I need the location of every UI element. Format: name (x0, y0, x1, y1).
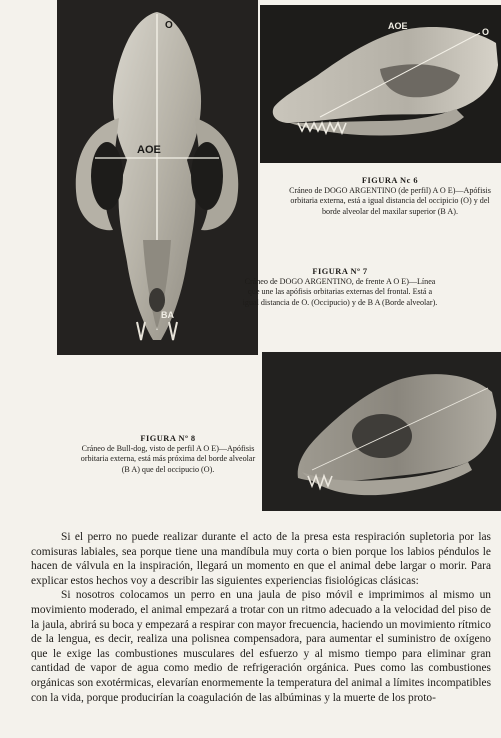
figure-6-title: FIGURA Nc 6 (361, 176, 419, 185)
photo-label-o: O (165, 20, 173, 31)
figure-8-text: Cráneo de Bull-dog, visto de perfil A O E)—Apófisis orbitaria externa, está más próxima del borde alveolar (B A) que del occipucio (O). (80, 444, 256, 474)
figure-8-caption (76, 434, 260, 475)
body-text (31, 530, 491, 705)
photo-label-aoe: AOE (137, 144, 161, 156)
skull-side-photo (260, 5, 501, 163)
skull-front-photo (57, 0, 258, 355)
paragraph: Si el perro no puede realizar durante el acto de la presa esta respiración supletoria por las comisuras labiales, sea porque tiene una mandíbula muy corta o bien porque los labios péndulos le hacen de válvula en la inspiración, llegará un momento en que el animal debe largar o morir. Para explicar estos hechos voy a describir las siguientes experiencias fisiológicas clásicas: (31, 531, 491, 587)
photo-label-aoe: AOE (388, 21, 408, 31)
figure-7-text: Cráneo de DOGO ARGENTINO, de frente A O E)—Línea que une las apófisis orbitarias externas del frontal. Está a igual distancia de O. (Occipucio) y de B A (Borde alveolar). (242, 277, 438, 307)
paragraph: Si nosotros colocamos un perro en una jaula de piso móvil e imprimimos al mismo un movimiento moderado, el animal empezará a trotar con un ritmo adecuado a la velocidad del piso de la jaula, abrirá su boca y empezará a respirar con mayor frecuencia, haciendo un movimiento rítmico de la lengua, es decir, realiza una polisnea compensadora, para aumentar el suministro de oxígeno que le exige las combustiones musculares del esfuerzo y al mismo tiempo para eliminar gran cantidad de vapor de agua como medio de refrigeración orgánica. Pues como las combustiones orgánicas son exotérmicas, elevarían enormemente la temperatura del animal a límites incompatibles con la vida, porque producirían la coagulación de las albúminas y la muerte de los proto- (31, 589, 491, 704)
figure-6-caption (281, 176, 499, 217)
photo-label-ba: BA (161, 310, 174, 320)
bulldog-skull-photo (262, 352, 501, 511)
figure-8-title: FIGURA Nº 8 (140, 434, 196, 443)
figure-7-caption (240, 267, 440, 308)
figure-7-title: FIGURA Nº 7 (312, 267, 368, 276)
figure-6-text: Cráneo de DOGO ARGENTINO (de perfil) A O E)—Apófisis orbitaria externa, está a igual distancia del occipicio (O) y del borde alveolar del maxilar superior (B A). (289, 186, 491, 216)
photo-label-o: O (482, 27, 490, 37)
